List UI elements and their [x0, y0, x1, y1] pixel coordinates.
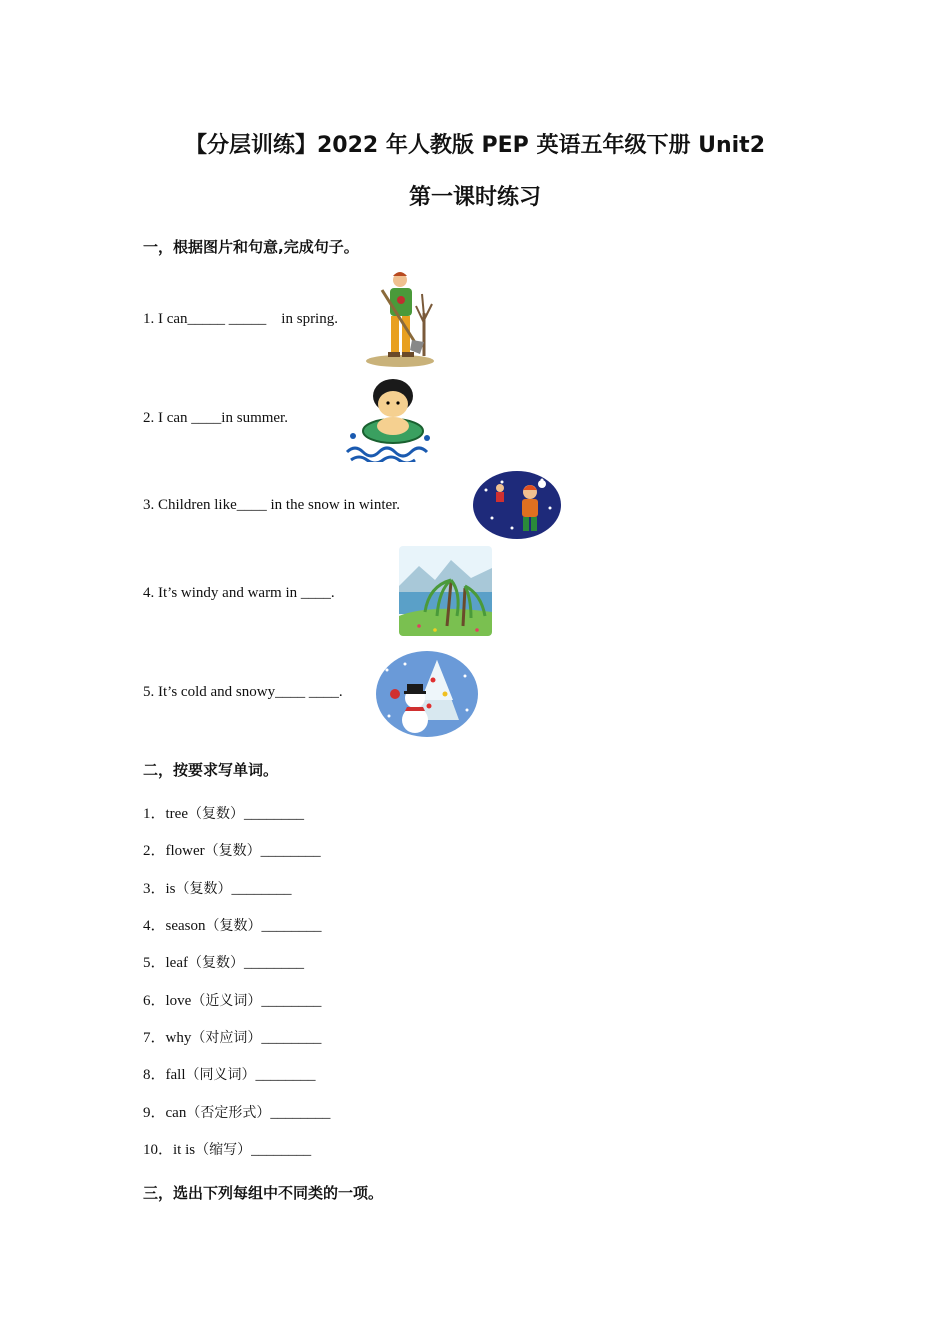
- question-1: 1. I can_____ _____ in spring.: [143, 311, 338, 327]
- page-title: 【分层训练】2022 年人教版 PEP 英语五年级下册 Unit2: [184, 133, 766, 158]
- answer-blank: ________: [251, 1142, 312, 1158]
- answer-blank: ________: [261, 918, 322, 934]
- word-item: 10．it is（缩写）________: [143, 1142, 312, 1158]
- word-item: 1．tree（复数）________: [143, 806, 304, 822]
- answer-blank: ________: [261, 993, 322, 1009]
- section-2-heading: 二，按要求写单词。: [143, 761, 279, 779]
- planting-trees-picture: [362, 268, 436, 368]
- page-subtitle: 第一课时练习: [408, 185, 541, 210]
- question-4: 4. It’s windy and warm in ____.: [143, 585, 335, 601]
- answer-blank: ________: [244, 806, 304, 822]
- answer-blank: ________: [244, 955, 304, 971]
- section-1-heading: 一，根据图片和句意,完成句子。: [143, 238, 359, 256]
- question-3: 3. Children like____ in the snow in winter.: [143, 497, 401, 513]
- question-5: 5. It’s cold and snowy____ ____.: [143, 684, 343, 700]
- answer-blank: ________: [270, 1105, 331, 1121]
- answer-blank: ________: [261, 1030, 322, 1046]
- word-item: 8．fall（同义词）________: [143, 1067, 316, 1083]
- answer-blank: ________: [255, 1067, 316, 1083]
- answer-blank: ________: [231, 881, 292, 897]
- word-item: 3．is（复数）________: [143, 881, 292, 897]
- word-item: 4．season（复数）________: [143, 918, 322, 934]
- word-item: 2．flower（复数）________: [143, 843, 321, 859]
- question-2: 2. I can ____in summer.: [143, 410, 288, 426]
- word-item: 5．leaf（复数）________: [143, 955, 304, 971]
- word-item: 9．can（否定形式）________: [143, 1105, 331, 1121]
- word-item: 6．love（近义词）________: [143, 993, 322, 1009]
- section-3-heading: 三，选出下列每组中不同类的一项。: [143, 1184, 384, 1202]
- answer-blank: ________: [260, 843, 321, 859]
- word-item: 7．why（对应词）________: [143, 1030, 322, 1046]
- snowball-fight-picture: [472, 468, 562, 542]
- winter-snowman-picture: [375, 650, 479, 738]
- spring-willow-picture: [399, 546, 492, 636]
- swimming-picture: [343, 374, 435, 462]
